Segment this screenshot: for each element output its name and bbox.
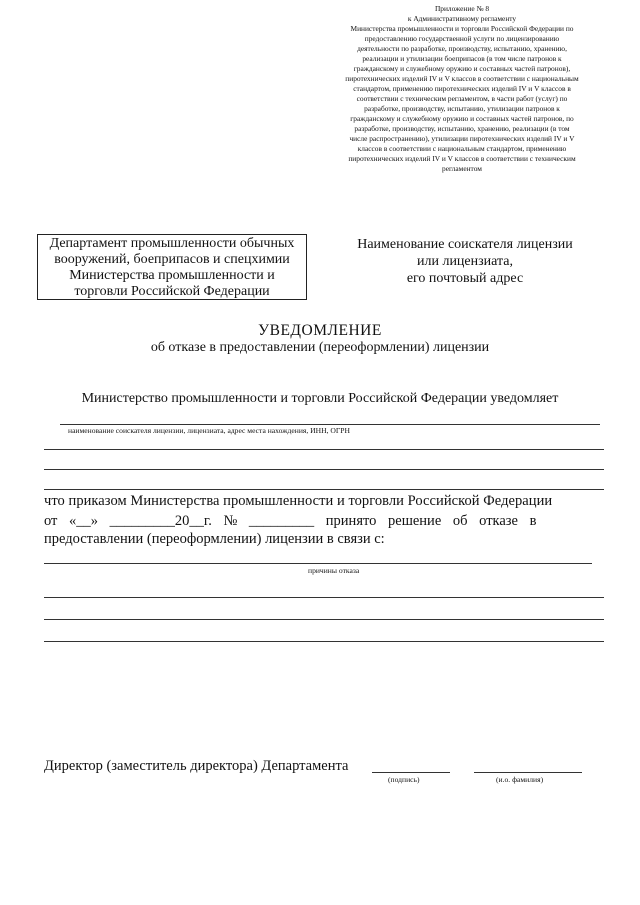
reasons-fill-line[interactable] (44, 597, 604, 598)
department-line: торговли Российской Федерации (74, 284, 270, 299)
applicant-caption: наименование соискателя лицензии, лицензиата, адрес места нахождения, ИНН, ОГРН (68, 426, 351, 435)
appendix-line: стандартом, применению пиротехнических изделий IV и V классов в (353, 84, 571, 93)
appendix-line: числе распространению), утилизации пиротехнических изделий IV и V (349, 134, 575, 143)
signature-caption: (подпись) (388, 775, 420, 784)
reasons-fill-line[interactable] (44, 619, 604, 620)
name-caption: (и.о. фамилия) (496, 775, 544, 784)
appendix-line: гражданскому и служебному оружию и составных частей патронов, по (350, 114, 574, 123)
applicant-fill-line[interactable] (44, 489, 604, 490)
notice-subtitle: об отказе в предоставлении (переоформлении) лицензии (150, 340, 490, 355)
applicant-line: Наименование соискателя лицензии (357, 237, 573, 252)
appendix-line: Приложение № 8 (434, 4, 490, 13)
applicant-line: или лицензиата, (416, 254, 514, 269)
appendix-line: соответствии с техническим регламентом, в части работ (услуг) по (356, 94, 568, 103)
applicant-name-line[interactable] (60, 424, 600, 425)
reasons-fill-line[interactable] (44, 641, 604, 642)
appendix-line: к Административному регламенту (407, 14, 517, 23)
applicant-line: его почтовый адрес (406, 271, 524, 286)
applicant-fill-line[interactable] (44, 469, 604, 470)
order-text-line-2: от «__» _________20__г. № _________ принято решение об отказе в (44, 513, 537, 529)
name-line[interactable] (474, 772, 582, 773)
appendix-line: разработке, производству, испытанию, утилизации патронов к (364, 104, 560, 113)
appendix-line: классов в соответствии с национальным стандартом, применению (357, 144, 567, 153)
order-text-line-3: предоставлении (переоформлении) лицензии в связи с: (44, 531, 385, 547)
appendix-line: пиротехнических изделий IV и V классов в соответствии с национальным (345, 74, 579, 83)
department-line: Департамент промышленности обычных (49, 236, 295, 251)
department-line: вооружений, боеприпасов и спецхимии (54, 252, 290, 267)
reasons-line[interactable] (44, 563, 592, 564)
appendix-line: деятельности по разработке, производству, испытанию, хранению, (357, 44, 567, 53)
applicant-fill-line[interactable] (44, 449, 604, 450)
appendix-line: реализации и утилизации боеприпасов (в том числе патронов к (362, 54, 562, 63)
notice-title: УВЕДОМЛЕНИЕ (258, 322, 382, 339)
signature-line[interactable] (372, 772, 450, 773)
signature-label: Директор (заместитель директора) Департамента (44, 758, 349, 774)
appendix-line: гражданскому и служебному оружию и составных частей патронов), (353, 64, 571, 73)
ministry-notifies-text: Министерство промышленности и торговли Российской Федерации уведомляет (81, 391, 559, 406)
appendix-line: регламентом (442, 164, 482, 173)
appendix-header (312, 4, 612, 174)
appendix-line: разработке, производству, испытанию, хранению, реализации (в том (354, 124, 570, 133)
applicant-address-block (330, 236, 600, 287)
department-line: Министерства промышленности и (69, 268, 275, 283)
appendix-line: пиротехнических изделий IV и V классов в соответствии с техническим (348, 154, 576, 163)
order-text-line-1: что приказом Министерства промышленности и торговли Российской Федерации (44, 493, 553, 509)
department-box (37, 234, 307, 300)
appendix-line: предоставлению государственной услуги по лицензированию (364, 34, 560, 43)
appendix-line: Министерства промышленности и торговли Российской Федерации по (350, 24, 574, 33)
reasons-caption: причины отказа (308, 566, 360, 575)
